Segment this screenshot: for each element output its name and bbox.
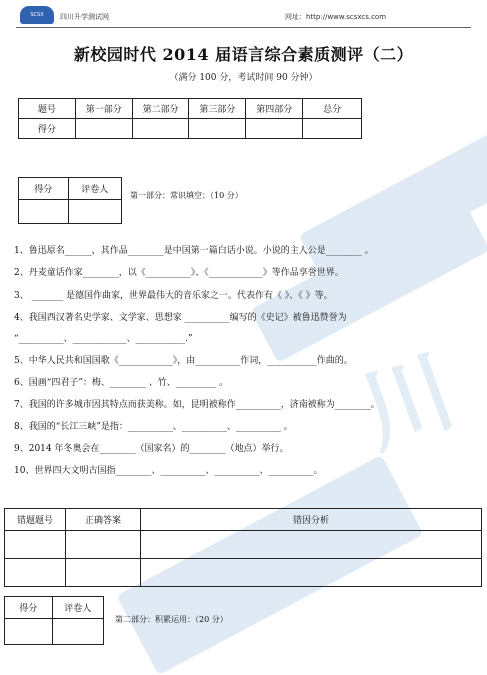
grader-score-cell[interactable]	[19, 200, 69, 224]
grader-name-cell[interactable]	[68, 200, 121, 224]
score-cell[interactable]	[132, 119, 189, 139]
question-2: 2、丹麦童话作家________，以《__________》、《____________》等作品享誉世界。	[14, 268, 344, 278]
score-cell[interactable]	[246, 119, 303, 139]
grader-name-label: 评卷人	[52, 597, 103, 619]
grader-score-cell[interactable]	[5, 619, 53, 645]
site-url: 网址：http://www.scsxcs.com	[285, 13, 387, 21]
score-table-header: 第三部分	[189, 99, 246, 119]
part1-heading: 第一部分：常识填空：（10 分）	[130, 191, 243, 200]
grader-score-label: 得分	[19, 178, 69, 200]
site-name: 四川升学测试网	[60, 13, 109, 21]
error-cell[interactable]	[66, 559, 141, 587]
score-cell[interactable]	[303, 119, 362, 139]
header-divider	[16, 27, 471, 28]
error-cell[interactable]	[5, 559, 66, 587]
score-table	[18, 98, 362, 139]
question-3: 3、 _______ 是德国作曲家，世界最伟大的音乐家之一。代表作有《 》、《 》等。	[14, 291, 333, 301]
error-table	[4, 508, 482, 587]
question-4: 4、我国西汉著名史学家、文学家、思想家 __________编写的《史记》被鲁迅赞誉为	[14, 313, 347, 323]
watermark-text: 川	[347, 338, 469, 468]
score-cell[interactable]	[189, 119, 246, 139]
score-row-label: 得分	[19, 119, 76, 139]
grader-score-label: 得分	[5, 597, 53, 619]
page-subtitle: （满分 100 分，考试时间 90 分钟）	[169, 73, 318, 83]
question-9: 9、2014 年冬奥会在________（国家名）的________（地点）举行。	[14, 444, 289, 454]
error-cell[interactable]	[66, 531, 141, 559]
score-cell[interactable]	[75, 119, 132, 139]
error-cell[interactable]	[5, 531, 66, 559]
error-table-header: 正确答案	[66, 509, 141, 531]
question-7: 7、我国的许多城市因其特点而获美称。如，昆明被称作__________，济南被称为________。	[14, 400, 380, 410]
question-1: 1、鲁迅原名______，其作品________是中国第一篇白话小说。小说的主人公是________ 。	[14, 246, 374, 256]
grader-name-label: 评卷人	[68, 178, 121, 200]
error-table-header: 错因分析	[141, 509, 482, 531]
site-logo: SCSX	[20, 6, 54, 24]
score-table-header: 第二部分	[132, 99, 189, 119]
grader-name-cell[interactable]	[52, 619, 103, 645]
page-title: 新校园时代 2014 届语言综合素质测评（二）	[73, 45, 414, 64]
question-5: 5、中华人民共和国国歌《____________》，由__________作词，___________作曲的。	[14, 356, 353, 366]
score-table-header: 总分	[303, 99, 362, 119]
grader-box-1	[18, 177, 122, 224]
error-cell[interactable]	[141, 559, 482, 587]
error-cell[interactable]	[141, 531, 482, 559]
score-table-header: 第一部分	[75, 99, 132, 119]
question-8: 8、我国的“长江三峡”是指：__________、__________、__________ 。	[14, 422, 293, 432]
error-table-header: 错题题号	[5, 509, 66, 531]
question-6: 6、国画“四君子”：梅、________ 、竹、_________ 。	[14, 378, 229, 388]
grader-box-2	[4, 596, 104, 645]
question-4-cont: “__________、____________、___________.”	[14, 334, 193, 344]
score-table-header: 第四部分	[246, 99, 303, 119]
part2-heading: 第二部分：积累运用：（20 分）	[115, 615, 228, 624]
question-10: 10、世界四大文明古国指________、__________、__________、__________。	[14, 466, 323, 476]
score-table-header: 题号	[19, 99, 76, 119]
